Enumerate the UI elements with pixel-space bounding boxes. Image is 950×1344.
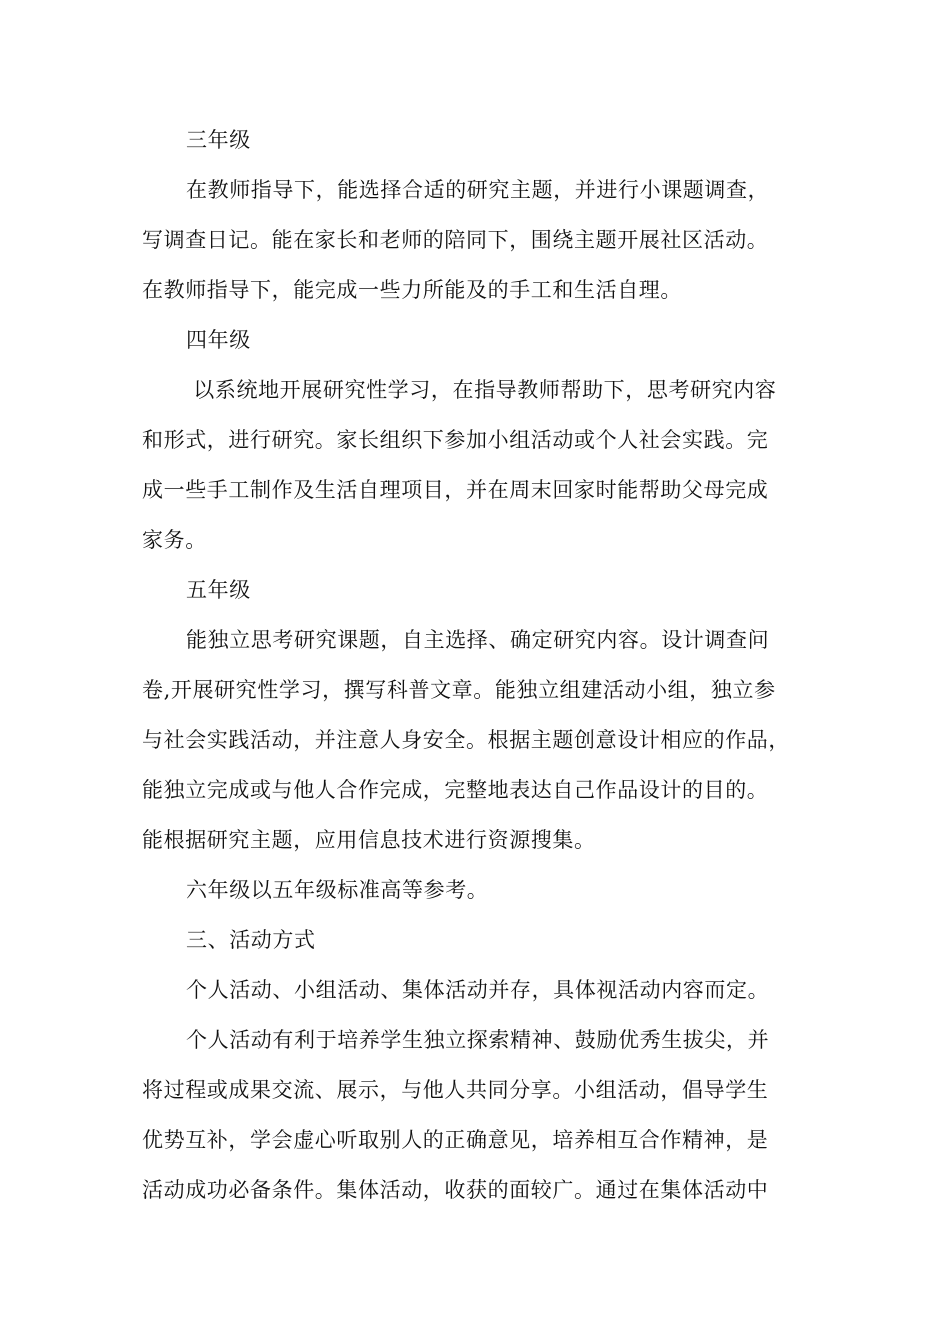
paragraph-line: 能根据研究主题，应用信息技术进行资源搜集。 xyxy=(142,828,596,852)
paragraph-line: 与社会实践活动，并注意人身安全。根据主题创意设计相应的作品， xyxy=(142,728,790,752)
paragraph-line: 家务。 xyxy=(142,528,207,552)
heading-grade-4: 四年级 xyxy=(186,328,251,352)
paragraph-line: 和形式，进行研究。家长组织下参加小组活动或个人社会实践。完 xyxy=(142,428,769,452)
paragraph-line: 能独立完成或与他人合作完成，完整地表达自己作品设计的目的。 xyxy=(142,778,769,802)
paragraph-line: 能独立思考研究课题，自主选择、确定研究内容。设计调查问 xyxy=(186,628,770,652)
paragraph-line: 卷,开展研究性学习，撰写科普文章。能独立组建活动小组，独立参 xyxy=(142,678,776,702)
paragraph-line: 在教师指导下，能完成一些力所能及的手工和生活自理。 xyxy=(142,278,682,302)
paragraph-line: 个人活动、小组活动、集体活动并存，具体视活动内容而定。 xyxy=(186,978,770,1002)
paragraph-line: 个人活动有利于培养学生独立探索精神、鼓励优秀生拔尖，并 xyxy=(186,1028,770,1052)
paragraph-line: 在教师指导下，能选择合适的研究主题，并进行小课题调查， xyxy=(186,178,770,202)
heading-grade-5: 五年级 xyxy=(186,578,251,602)
paragraph-line: 优势互补，学会虚心听取别人的正确意见，培养相互合作精神，是 xyxy=(142,1128,769,1152)
paragraph-line: 写调查日记。能在家长和老师的陪同下，围绕主题开展社区活动。 xyxy=(142,228,769,252)
paragraph-line: 成一些手工制作及生活自理项目，并在周末回家时能帮助父母完成 xyxy=(142,478,769,502)
paragraph-line: 活动成功必备条件。集体活动，收获的面较广。通过在集体活动中 xyxy=(142,1178,769,1202)
paragraph-line: 六年级以五年级标准高等参考。 xyxy=(186,878,489,902)
section-heading-activity-mode: 三、活动方式 xyxy=(186,928,316,952)
paragraph-line: 以系统地开展研究性学习，在指导教师帮助下，思考研究内容 xyxy=(186,378,777,402)
heading-grade-3: 三年级 xyxy=(186,128,251,152)
paragraph-line: 将过程或成果交流、展示，与他人共同分享。小组活动，倡导学生 xyxy=(142,1078,769,1102)
